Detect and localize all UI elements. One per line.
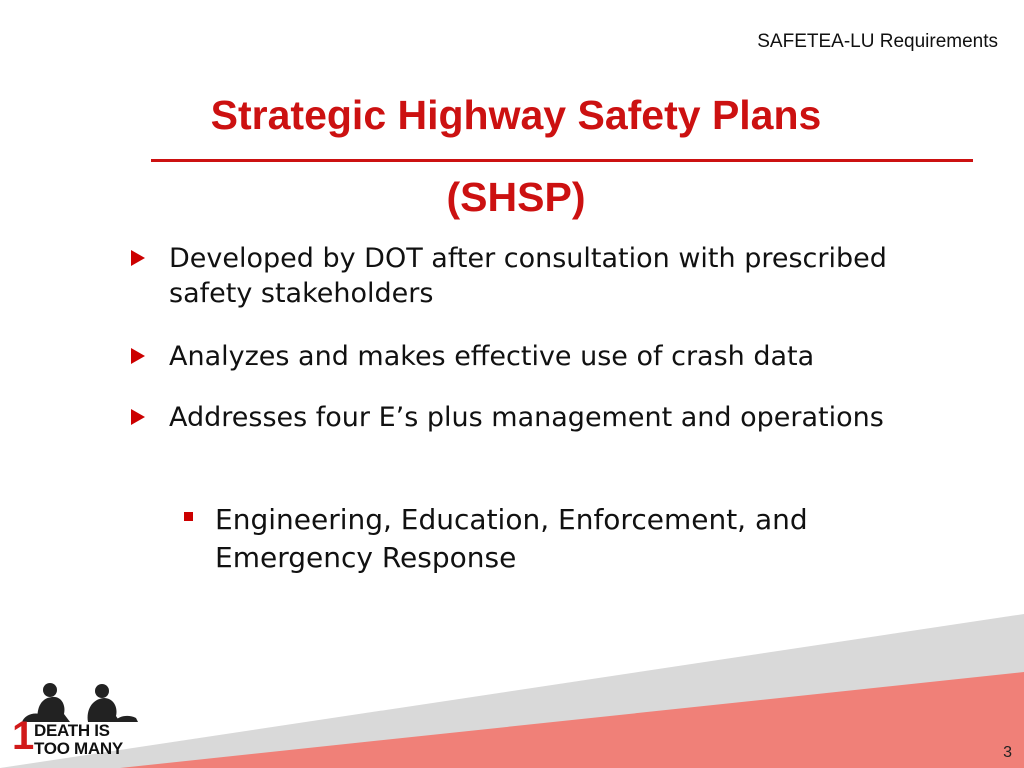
triangle-bullet-icon bbox=[131, 250, 145, 266]
logo-text-line: DEATH IS bbox=[34, 721, 110, 740]
header-label: SAFETEA-LU Requirements bbox=[757, 31, 998, 52]
bullet-item bbox=[131, 400, 891, 435]
bullet-item bbox=[131, 339, 891, 374]
one-death-is-too-many-logo bbox=[10, 680, 160, 760]
logo-text-line: TOO MANY bbox=[34, 739, 123, 758]
slide-title: Strategic Highway Safety Plans bbox=[210, 92, 822, 138]
triangle-bullet-icon bbox=[131, 348, 145, 364]
bullet-text: Analyzes and makes effective use of crash data bbox=[169, 341, 815, 372]
sub-bullet-item bbox=[184, 501, 944, 577]
triangle-bullet-icon bbox=[131, 409, 145, 425]
sub-bullet-text: Engineering, Education, Enforcement, and Emergency Response bbox=[215, 503, 808, 574]
logo-number: 1 bbox=[12, 714, 35, 758]
square-bullet-icon bbox=[184, 512, 193, 521]
page-number: 3 bbox=[1003, 744, 1012, 761]
bullet-text: Addresses four E’s plus management and operations bbox=[169, 402, 884, 433]
bullet-text: Developed by DOT after consultation with prescribed safety stakeholders bbox=[169, 243, 887, 309]
bullet-item bbox=[131, 241, 891, 311]
slide-title-acronym: (SHSP) bbox=[446, 174, 586, 220]
